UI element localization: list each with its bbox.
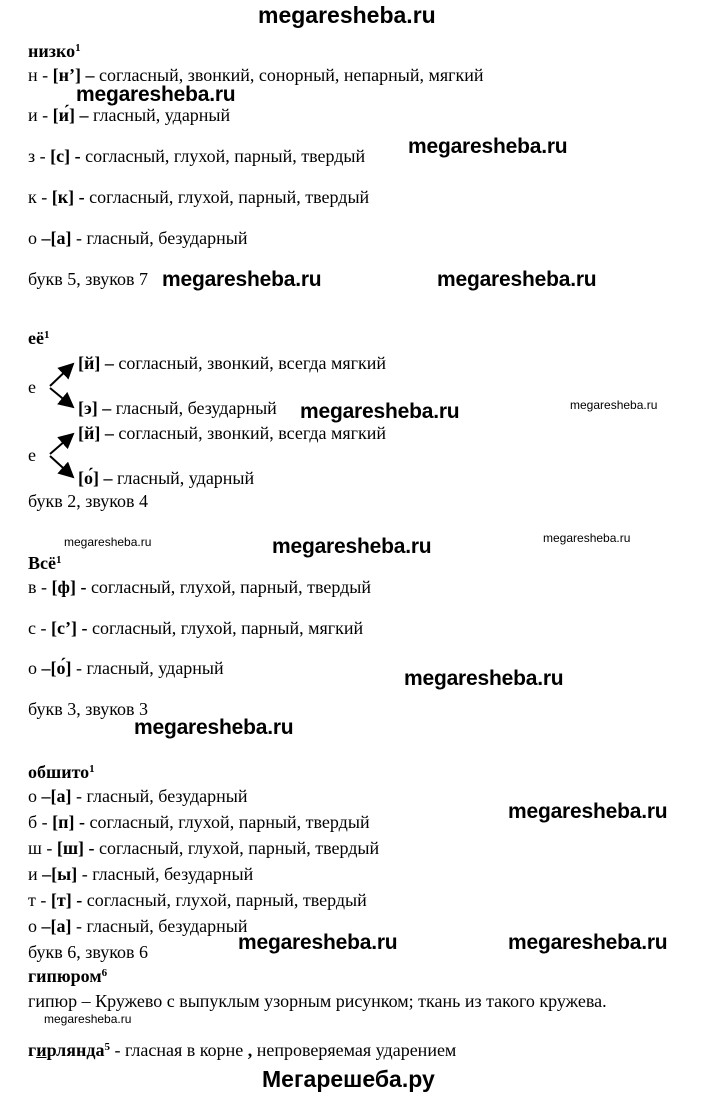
word-note-girlyanda: гирлянда$^5$ - гласная в корне , непроверяемая ударением (28, 1040, 457, 1060)
summary-line: букв 3, звуков 3 (28, 699, 149, 719)
watermark: megaresheba.ru (134, 716, 294, 739)
watermark-small: megaresheba.ru (543, 531, 631, 545)
analysis-line: н - [н’] – согласный, звонкий, сонорный, непарный, мягкий (28, 65, 484, 85)
analysis-line: в - [ф] - согласный, глухой, парный, твердый (28, 577, 371, 597)
word-title-obshito: обшито$^1$ (28, 762, 95, 782)
letter-e: е (28, 445, 36, 465)
watermark-small: megaresheba.ru (64, 535, 152, 549)
branch-arrow-2 (50, 434, 73, 477)
watermark: megaresheba.ru (437, 268, 597, 291)
summary-line: букв 5, звуков 7 (28, 269, 149, 289)
letter-e: е (28, 377, 36, 397)
definition-line: гипюр – Кружево с выпуклым узорным рисунком; ткань из такого кружева. (28, 991, 607, 1011)
branch-arrow-1 (50, 364, 73, 407)
word-title-nizko: низко$^1$ (28, 41, 81, 61)
word-title-eyo: $её^1$ (28, 328, 50, 348)
analysis-line: и - [и́] – гласный, ударный (28, 105, 231, 125)
summary-line: букв 6, звуков 6 (28, 942, 149, 962)
site-header: megaresheba.ru (258, 2, 436, 28)
word-title-vsyo: Всё$^1$ (28, 553, 62, 573)
watermark: megaresheba.ru (408, 135, 568, 158)
site-footer: Мегарешеба.ру (262, 1066, 435, 1092)
analysis-line: [й] – согласный, звонкий, всегда мягкий (78, 353, 387, 373)
watermark: megaresheba.ru (508, 800, 668, 823)
watermark: megaresheba.ru (272, 535, 432, 558)
analysis-line: ш - [ш] - согласный, глухой, парный, твердый (28, 838, 380, 858)
analysis-line: о –[а] - гласный, безударный (28, 228, 248, 248)
watermark: megaresheba.ru (508, 931, 668, 954)
summary-line: букв 2, звуков 4 (28, 491, 149, 511)
analysis-line: к - [к] - согласный, глухой, парный, твердый (28, 187, 370, 207)
analysis-line: т - [т] - согласный, глухой, парный, твердый (28, 890, 367, 910)
analysis-line: и –[ы] - гласный, безударный (28, 864, 254, 884)
watermark: megaresheba.ru (76, 83, 236, 106)
analysis-line: о –[а] - гласный, безударный (28, 916, 248, 936)
analysis-line: [й] – согласный, звонкий, всегда мягкий (78, 423, 387, 443)
watermark: megaresheba.ru (300, 400, 460, 423)
analysis-line: [о́] – гласный, ударный (78, 468, 255, 488)
analysis-line: о –[а] - гласный, безударный (28, 786, 248, 806)
analysis-line: [э] – гласный, безударный (78, 398, 277, 418)
word-title-gipyurom: гипюром$^6$ (28, 966, 108, 986)
watermark-small: megaresheba.ru (570, 398, 658, 412)
watermark-small: megaresheba.ru (44, 1012, 132, 1026)
analysis-line: с - [с’] - согласный, глухой, парный, мягкий (28, 618, 364, 638)
analysis-line: з - [с] - согласный, глухой, парный, твердый (28, 146, 366, 166)
watermark: megaresheba.ru (162, 268, 322, 291)
watermark: megaresheba.ru (238, 931, 398, 954)
analysis-line: о –[о́] - гласный, ударный (28, 658, 224, 678)
watermark: megaresheba.ru (404, 667, 564, 690)
analysis-line: б - [п] - согласный, глухой, парный, твердый (28, 812, 370, 832)
